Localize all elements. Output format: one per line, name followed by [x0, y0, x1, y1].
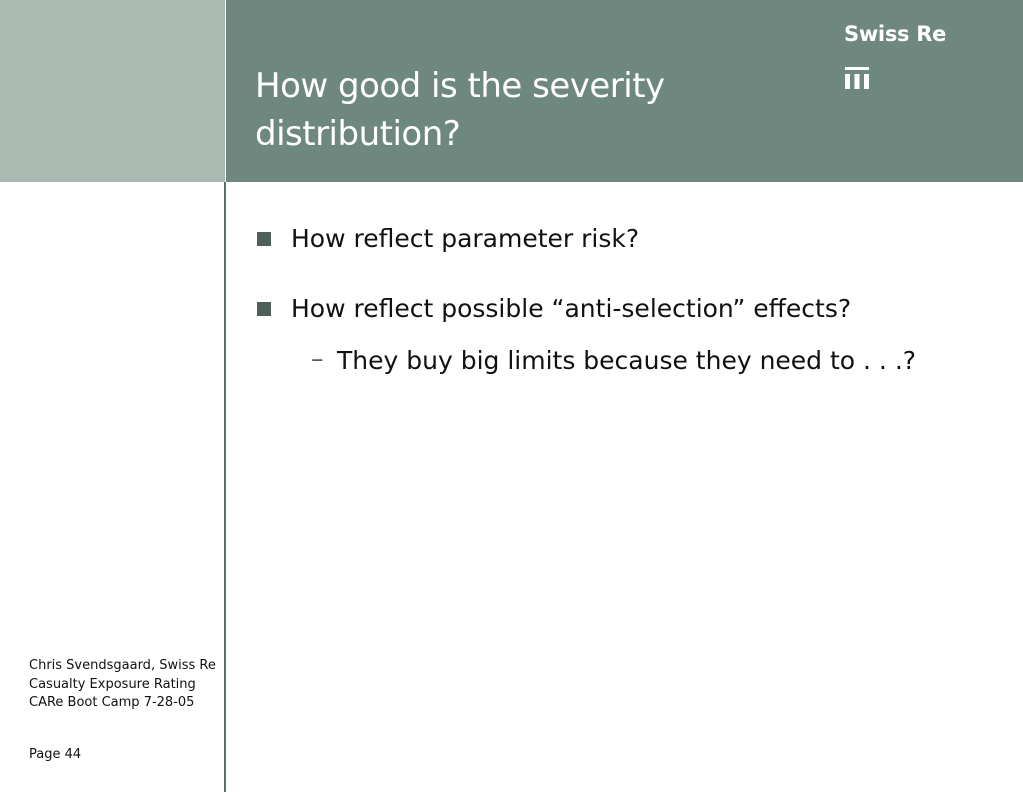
- bullet-square-icon: [257, 232, 271, 246]
- footer-event: CARe Boot Camp 7-28-05: [29, 695, 195, 710]
- page-number: Page 44: [29, 747, 82, 762]
- bullet-item: How reflect parameter risk?: [291, 224, 640, 253]
- swiss-re-logo-icon: [845, 67, 869, 89]
- sub-bullet-item: They buy big limits because they need to . . .?: [337, 346, 917, 375]
- slide-title: [255, 62, 775, 158]
- brand-name: Swiss Re: [844, 22, 947, 46]
- footer-author: Chris Svendsgaard, Swiss Re: [29, 658, 216, 673]
- footer-course: Casualty Exposure Rating: [29, 677, 196, 692]
- title-line-1: How good is the severity: [255, 66, 665, 106]
- bullet-square-icon: [257, 302, 271, 316]
- header-left-panel: [0, 0, 225, 182]
- bullet-item: How reflect possible “anti-selection” effects?: [291, 294, 852, 323]
- title-line-2: distribution?: [255, 114, 461, 154]
- sub-bullet-dash-icon: –: [311, 344, 324, 373]
- vertical-divider: [224, 182, 226, 792]
